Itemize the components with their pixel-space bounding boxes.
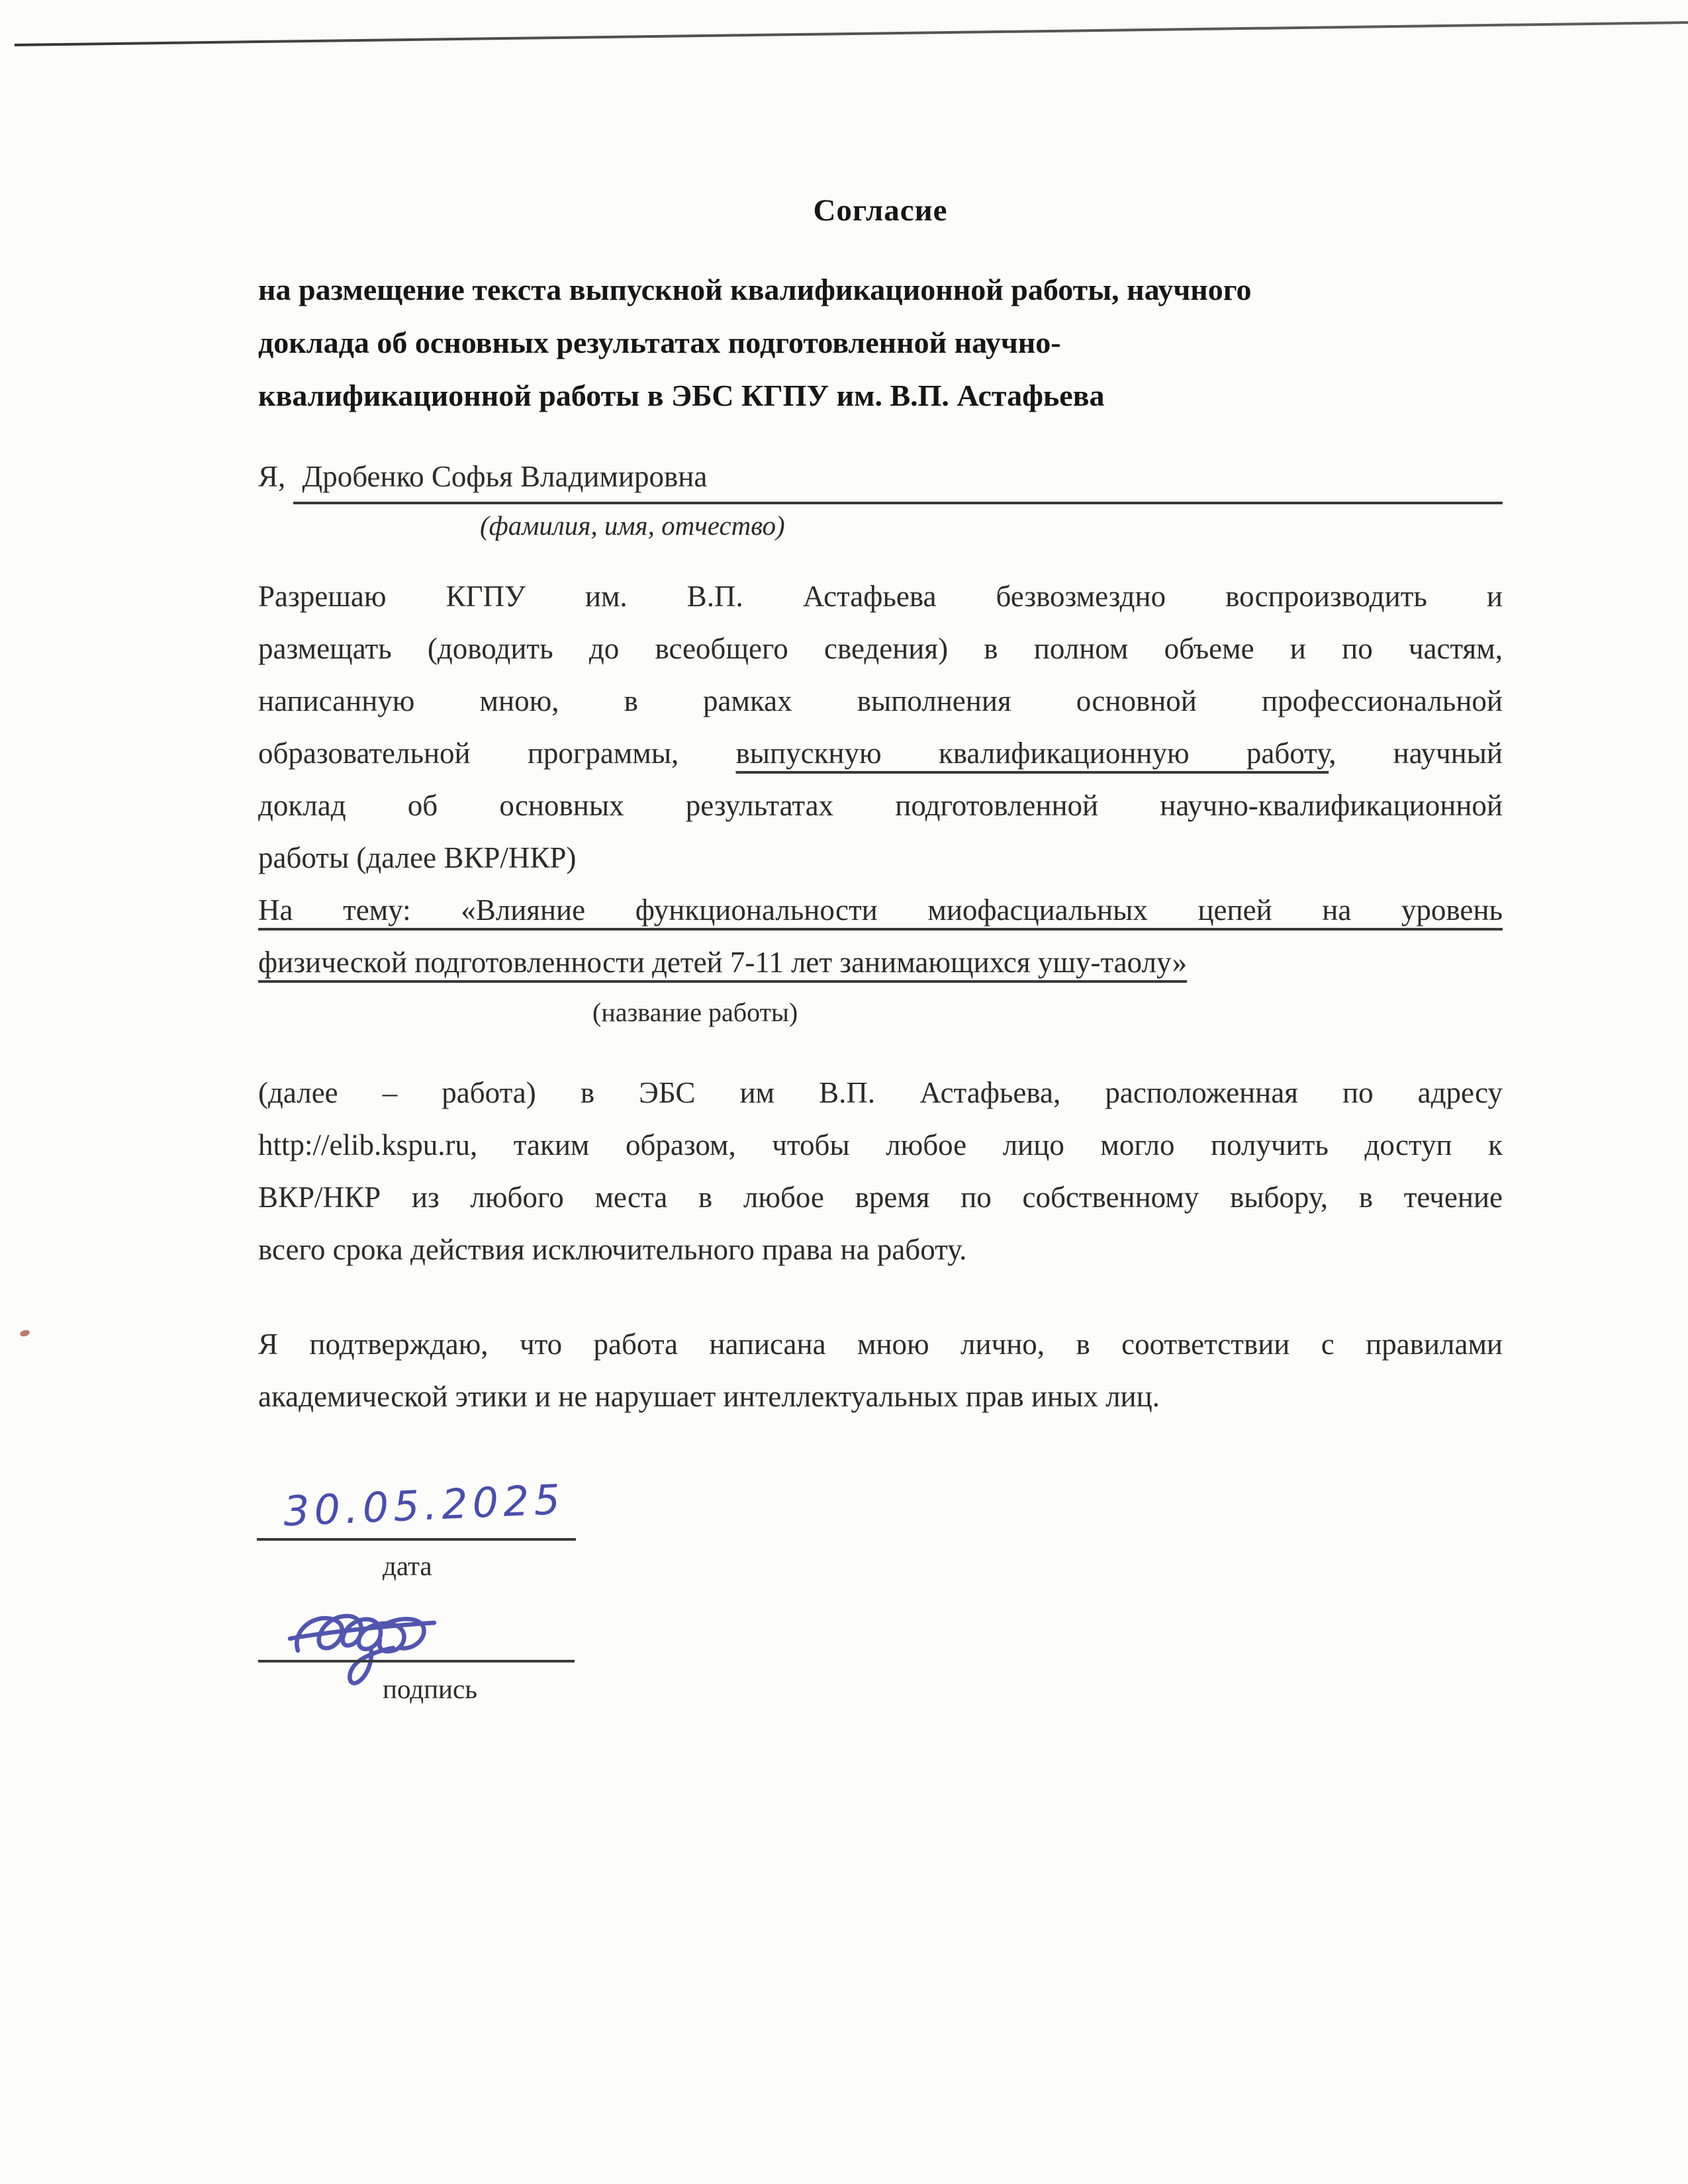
name-caption: (фамилия, имя, отчество): [480, 510, 785, 541]
confirmation-paragraph: Я подтверждаю, что работа написана мною лично, в соответствии с правилами академической этики и не нарушает интеллектуальных прав иных лиц.: [258, 1328, 1503, 1413]
consent-paragraph: Разрешаю КГПУ им. В.П. Астафьева безвозмездно воспроизводить и размещать (доводить до всеобщего сведения) в полном объеме и по частям, написанную мною, в рамках выполнения основной профессиональной образовательной программы, выпускную квалификационную работу, научный доклад об основных результатах подготовленной научно-квалификационной работы (далее ВКР/НКР) На тему: «Влияние функциональности миофасциальных цепей на уровень физической подготовленности детей 7-11 лет занимающихся ушу-таолу»: [258, 580, 1503, 979]
name-row: [258, 457, 1503, 504]
document-title: Согласие: [813, 193, 948, 228]
date-label: дата: [383, 1551, 432, 1581]
document-subtitle: на размещение текста выпускной квалификационной работы, научного доклада об основных результатах подготовленной научно- квалификационной работы в ЭБС КГПУ им. В.П. Астафьева: [258, 273, 1252, 412]
work-title-caption: (название работы): [592, 997, 798, 1027]
scan-artifact-top-line: [15, 21, 1688, 46]
access-paragraph: (далее – работа) в ЭБС им В.П. Астафьева, расположенная по адресу http://elib.kspu.ru, таким образом, чтобы любое лицо могло получить доступ к ВКР/НКР из любого места в любое время по собственному выбору, в течение всего срока действия исключительного права на работу.: [258, 1076, 1503, 1266]
scan-artifact-red-speck: [19, 1329, 30, 1338]
signature-label: подпись: [383, 1674, 477, 1704]
date-handwriting: 30.05.2025: [282, 1475, 566, 1536]
name-value: Дробенко Софья Владимировна: [293, 457, 717, 504]
name-prefix: Я,: [258, 460, 293, 493]
signature-line: [258, 1660, 575, 1662]
date-signature-line: [257, 1538, 576, 1541]
name-fill-line: [716, 498, 1503, 504]
